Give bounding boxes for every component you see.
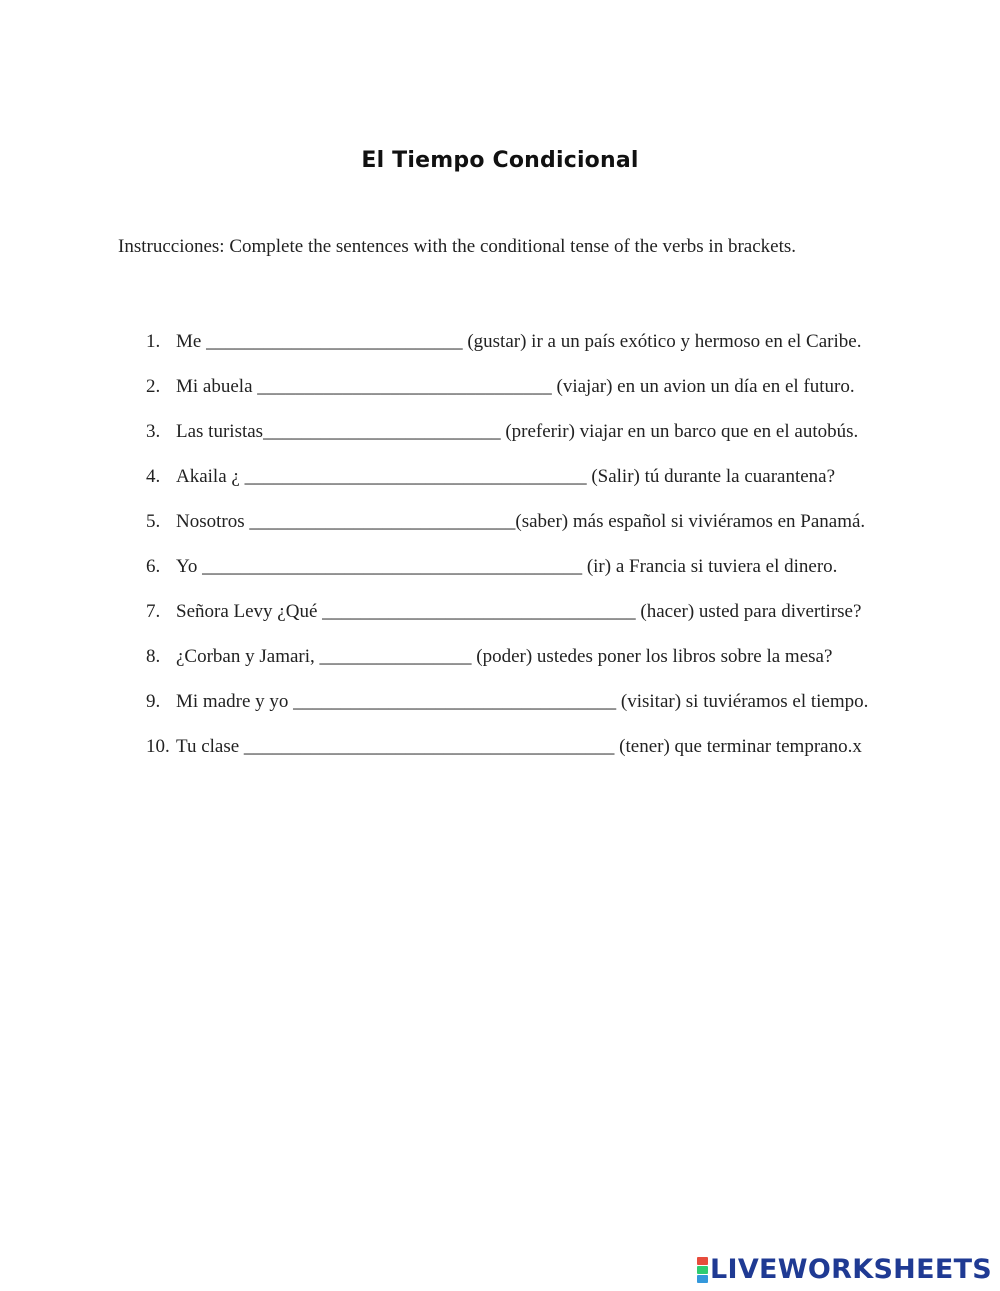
logo-block-l (697, 1257, 708, 1265)
exercise-item (146, 690, 868, 735)
instructions-text: Instrucciones: Complete the sentences with the conditional tense of the verbs in brackets. (118, 236, 796, 257)
exercise-sentence: Señora Levy ¿Qué _________________________________ (hacer) usted para divertirse? (176, 601, 862, 622)
exercise-sentence: Nosotros ____________________________(saber) más español si viviéramos en Panamá. (176, 511, 866, 532)
exercise-sentence: ¿Corban y Jamari, ________________ (poder) ustedes poner los libros sobre la mesa? (176, 646, 833, 667)
exercise-number: 1. (146, 331, 161, 352)
liveworksheets-logo (697, 1256, 992, 1284)
exercise-sentence: Yo ________________________________________ (ir) a Francia si tuviera el dinero. (176, 556, 838, 577)
exercise-sentence: Mi madre y yo __________________________________ (visitar) si tuviéramos el tiempo. (176, 691, 869, 712)
exercise-sentence: Me ___________________________ (gustar) ir a un país exótico y hermoso en el Caribe. (176, 331, 862, 352)
exercise-item (146, 735, 868, 780)
exercise-number: 9. (146, 691, 161, 712)
exercise-number: 8. (146, 646, 161, 667)
worksheet-title: El Tiempo Condicional (361, 148, 639, 173)
exercise-sentence: Las turistas_________________________ (preferir) viajar en un barco que en el autobús. (176, 421, 859, 442)
exercise-item (146, 645, 868, 690)
exercise-item (146, 420, 868, 465)
exercise-item (146, 600, 868, 645)
logo-block-i (697, 1266, 708, 1274)
exercise-sentence: Mi abuela _______________________________ (viajar) en un avion un día en el futuro. (176, 376, 855, 397)
exercise-sentence: Akaila ¿ ____________________________________ (Salir) tú durante la cuarantena? (176, 466, 836, 487)
exercise-number: 6. (146, 556, 161, 577)
exercise-item (146, 375, 868, 420)
logo-block-v (697, 1275, 708, 1283)
exercise-number: 2. (146, 376, 161, 397)
exercise-sentence: Tu clase _______________________________________ (tener) que terminar temprano.x (176, 736, 862, 757)
exercise-number: 4. (146, 466, 161, 487)
exercise-number: 5. (146, 511, 161, 532)
exercise-list (146, 330, 868, 780)
logo-blocks-icon (697, 1257, 708, 1283)
exercise-number: 3. (146, 421, 161, 442)
exercise-number: 7. (146, 601, 161, 622)
exercise-item (146, 510, 868, 555)
exercise-number: 10. (146, 736, 170, 757)
exercise-item (146, 330, 868, 375)
logo-text: LIVEWORKSHEETS (710, 1254, 993, 1285)
exercise-item (146, 465, 868, 510)
exercise-item (146, 555, 868, 600)
